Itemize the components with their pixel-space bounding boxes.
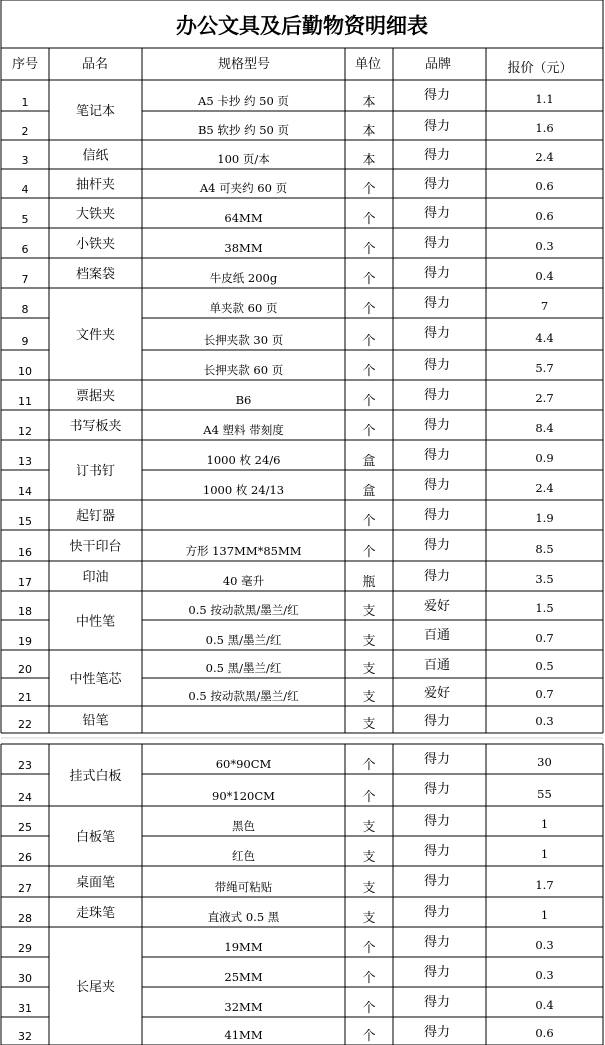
row-number-cell: 28 xyxy=(18,912,32,925)
row-number-cell: 18 xyxy=(18,605,32,618)
price-cell: 8.4 xyxy=(535,421,554,435)
spec-cell: 0.5 按动款黑/墨兰/红 xyxy=(188,689,299,703)
brand-cell: 得力 xyxy=(424,148,451,163)
item-name-cell: 书写板夹 xyxy=(69,419,122,434)
item-name-cell: 中性笔芯 xyxy=(69,672,122,687)
spec-cell: 25MM xyxy=(224,970,263,984)
price-cell: 0.4 xyxy=(535,269,554,283)
brand-cell: 得力 xyxy=(424,266,451,281)
price-cell: 1.6 xyxy=(535,121,554,135)
price-cell: 0.7 xyxy=(535,687,554,701)
price-cell: 3.5 xyxy=(535,572,554,586)
price-cell: 4.4 xyxy=(535,331,554,345)
row-number-cell: 25 xyxy=(18,821,32,834)
brand-cell: 得力 xyxy=(424,782,451,797)
price-cell: 0.7 xyxy=(535,631,554,645)
unit-cell: 个 xyxy=(362,394,376,409)
brand-cell: 得力 xyxy=(424,752,451,767)
item-name-cell: 印油 xyxy=(82,570,109,585)
row-number-cell: 23 xyxy=(18,759,32,772)
item-name-cell: 订书钉 xyxy=(75,464,116,479)
row-number-cell: 10 xyxy=(18,365,32,378)
spec-cell: 32MM xyxy=(224,1000,263,1014)
brand-cell: 得力 xyxy=(424,814,451,829)
item-name-cell: 桌面笔 xyxy=(75,875,116,891)
row-number-cell: 27 xyxy=(18,882,32,895)
item-name-cell: 大铁夹 xyxy=(75,207,116,222)
unit-cell: 个 xyxy=(362,790,376,805)
row-number-cell: 1 xyxy=(21,96,29,109)
price-cell: 0.6 xyxy=(535,209,554,223)
brand-cell: 得力 xyxy=(424,326,451,341)
brand-cell: 得力 xyxy=(424,206,451,221)
unit-cell: 个 xyxy=(362,212,376,227)
unit-cell: 本 xyxy=(362,153,376,168)
item-name-cell: 挂式白板 xyxy=(69,769,122,784)
spec-cell: B5 软抄 约 50 页 xyxy=(197,123,290,137)
row-number-cell: 4 xyxy=(21,183,29,196)
unit-cell: 支 xyxy=(362,634,376,649)
price-cell: 0.3 xyxy=(535,714,554,728)
unit-cell: 盒 xyxy=(362,484,376,499)
price-cell: 1 xyxy=(540,817,549,831)
item-name-cell: 走珠笔 xyxy=(75,906,116,921)
spec-cell: 黑色 xyxy=(232,819,255,833)
row-number-cell: 32 xyxy=(18,1030,32,1043)
unit-cell: 个 xyxy=(362,364,376,379)
unit-cell: 盒 xyxy=(362,454,376,469)
unit-cell: 支 xyxy=(362,604,376,619)
spec-cell: 0.5 黑/墨兰/红 xyxy=(205,633,282,647)
item-name-cell: 信纸 xyxy=(82,148,109,164)
sheet-title: 办公文具及后勤物资明细表 xyxy=(176,13,428,38)
price-cell: 1 xyxy=(540,847,549,861)
row-number-cell: 20 xyxy=(18,663,32,676)
row-number-cell: 15 xyxy=(18,515,32,528)
price-cell: 1.1 xyxy=(535,92,554,106)
price-cell: 7 xyxy=(540,299,549,313)
header-price: 报价（元） xyxy=(507,61,573,76)
row-number-cell: 5 xyxy=(21,213,29,226)
price-cell: 0.4 xyxy=(535,998,554,1012)
brand-cell: 得力 xyxy=(424,448,451,463)
row-number-cell: 14 xyxy=(18,485,32,498)
spec-cell: 64MM xyxy=(224,211,263,225)
brand-cell: 得力 xyxy=(424,508,451,523)
item-name-cell: 笔记本 xyxy=(75,104,116,119)
spec-cell: 60*90CM xyxy=(215,757,272,771)
brand-cell: 得力 xyxy=(424,935,451,950)
unit-cell: 个 xyxy=(362,514,376,529)
item-name-cell: 档案袋 xyxy=(75,267,116,282)
spec-cell: 带绳可粘贴 xyxy=(214,880,273,894)
price-cell: 1.5 xyxy=(535,601,554,615)
unit-cell: 支 xyxy=(362,662,376,677)
item-name-cell: 抽杆夹 xyxy=(75,177,116,193)
spec-cell: 直液式 0.5 黑 xyxy=(207,910,280,924)
price-cell: 5.7 xyxy=(535,361,554,375)
unit-cell: 瓶 xyxy=(362,575,376,590)
spec-cell: B6 xyxy=(235,393,252,407)
spec-cell: 长押夹款 60 页 xyxy=(203,363,284,377)
unit-cell: 支 xyxy=(362,690,376,705)
row-number-cell: 7 xyxy=(21,273,29,286)
row-number-cell: 6 xyxy=(21,243,29,256)
price-cell: 55 xyxy=(537,787,552,801)
item-name-cell: 起钉器 xyxy=(75,509,116,524)
unit-cell: 支 xyxy=(362,881,376,896)
price-cell: 1.9 xyxy=(535,511,554,525)
spec-cell: 方形 137MM*85MM xyxy=(185,544,302,558)
row-number-cell: 22 xyxy=(18,718,32,731)
brand-cell: 得力 xyxy=(424,965,451,980)
brand-cell: 爱好 xyxy=(424,599,451,614)
price-cell: 30 xyxy=(537,755,552,769)
row-number-cell: 11 xyxy=(18,395,32,408)
spec-cell: 红色 xyxy=(232,849,255,863)
header-row xyxy=(12,56,573,76)
brand-cell: 得力 xyxy=(424,236,451,251)
spec-cell: 38MM xyxy=(224,241,263,255)
item-name-cell: 铅笔 xyxy=(82,713,109,729)
price-cell: 2.7 xyxy=(535,391,554,405)
row-number-cell: 3 xyxy=(21,154,29,167)
unit-cell: 个 xyxy=(362,424,376,439)
price-cell: 2.4 xyxy=(535,150,554,164)
header-spec: 规格型号 xyxy=(217,57,271,72)
unit-cell: 个 xyxy=(362,1001,376,1016)
spec-cell: 长押夹款 30 页 xyxy=(203,333,284,347)
item-name-cell: 文件夹 xyxy=(75,328,116,343)
brand-cell: 得力 xyxy=(424,905,451,920)
brand-cell: 得力 xyxy=(424,119,451,134)
row-number-cell: 12 xyxy=(18,425,32,438)
spec-cell: 1000 枚 24/6 xyxy=(206,453,281,467)
price-cell: 0.6 xyxy=(535,179,554,193)
unit-cell: 个 xyxy=(362,1029,376,1044)
item-name-cell: 中性笔 xyxy=(75,614,116,630)
brand-cell: 得力 xyxy=(424,88,451,103)
item-name-cell: 小铁夹 xyxy=(75,237,116,252)
header-no: 序号 xyxy=(11,57,39,72)
row-number-cell: 29 xyxy=(18,942,32,955)
item-name-cell: 长尾夹 xyxy=(75,980,116,995)
spec-cell: A5 卡抄 约 50 页 xyxy=(198,94,289,108)
row-number-cell: 26 xyxy=(18,851,32,864)
brand-cell: 得力 xyxy=(424,538,451,553)
brand-cell: 得力 xyxy=(424,296,451,311)
row-number-cell: 17 xyxy=(18,576,32,589)
item-name-cell: 票据夹 xyxy=(75,389,116,404)
row-number-cell: 31 xyxy=(18,1002,32,1015)
row-number-cell: 21 xyxy=(18,691,32,704)
brand-cell: 百通 xyxy=(424,628,451,643)
spec-cell: 100 页/本 xyxy=(217,152,270,166)
unit-cell: 支 xyxy=(362,717,376,732)
spec-cell: 0.5 黑/墨兰/红 xyxy=(205,661,282,675)
spec-cell: 单夹款 60 页 xyxy=(209,301,278,315)
brand-cell: 得力 xyxy=(424,995,451,1010)
price-cell: 0.3 xyxy=(535,938,554,952)
brand-cell: 得力 xyxy=(424,874,451,889)
unit-cell: 个 xyxy=(362,302,376,317)
row-number-cell: 13 xyxy=(18,455,32,468)
brand-cell: 得力 xyxy=(424,478,451,493)
brand-cell: 爱好 xyxy=(424,686,451,701)
spec-cell: 牛皮纸 200g xyxy=(209,271,278,285)
unit-cell: 个 xyxy=(362,971,376,986)
brand-cell: 得力 xyxy=(424,418,451,433)
unit-cell: 个 xyxy=(362,242,376,257)
unit-cell: 本 xyxy=(362,124,376,139)
brand-cell: 得力 xyxy=(424,388,451,403)
row-number-cell: 9 xyxy=(21,335,29,348)
spec-cell: 41MM xyxy=(224,1028,263,1042)
spec-cell: A4 塑料 带刻度 xyxy=(203,423,284,437)
spec-cell: 90*120CM xyxy=(212,789,275,803)
price-cell: 0.3 xyxy=(535,239,554,253)
spec-cell: A4 可夹约 60 页 xyxy=(199,181,288,195)
spec-cell: 19MM xyxy=(224,940,263,954)
brand-cell: 得力 xyxy=(424,358,451,373)
price-cell: 1 xyxy=(540,908,549,922)
row-number-cell: 16 xyxy=(18,546,32,559)
price-cell: 8.5 xyxy=(535,542,554,556)
spec-cell: 40 毫升 xyxy=(222,574,265,588)
item-name-cell: 白板笔 xyxy=(75,830,116,845)
unit-cell: 本 xyxy=(362,95,376,110)
unit-cell: 支 xyxy=(362,820,376,835)
unit-cell: 个 xyxy=(362,182,376,197)
unit-cell: 个 xyxy=(362,758,376,773)
brand-cell: 得力 xyxy=(424,1025,451,1040)
spec-cell: 1000 枚 24/13 xyxy=(202,483,285,497)
unit-cell: 个 xyxy=(362,334,376,349)
row-number-cell: 8 xyxy=(21,303,29,316)
price-cell: 0.6 xyxy=(535,1026,554,1040)
price-cell: 0.5 xyxy=(535,659,554,673)
brand-cell: 得力 xyxy=(424,177,451,192)
row-number-cell: 2 xyxy=(21,125,29,138)
header-unit: 单位 xyxy=(354,57,382,72)
unit-cell: 支 xyxy=(362,911,376,926)
unit-cell: 个 xyxy=(362,941,376,956)
unit-cell: 个 xyxy=(362,272,376,287)
price-cell: 0.3 xyxy=(535,968,554,982)
item-name-cell: 快干印台 xyxy=(69,539,122,555)
table-body xyxy=(18,87,554,1044)
price-cell: 1.7 xyxy=(535,878,554,892)
row-number-cell: 24 xyxy=(18,791,32,804)
brand-cell: 得力 xyxy=(424,714,451,729)
unit-cell: 个 xyxy=(362,545,376,560)
brand-cell: 得力 xyxy=(424,569,451,584)
row-number-cell: 19 xyxy=(18,635,32,648)
spec-cell: 0.5 按动款黑/墨兰/红 xyxy=(188,603,299,617)
price-cell: 2.4 xyxy=(535,481,554,495)
unit-cell: 支 xyxy=(362,850,376,865)
brand-cell: 百通 xyxy=(424,658,451,673)
header-brand: 品牌 xyxy=(424,57,452,72)
brand-cell: 得力 xyxy=(424,844,451,859)
price-cell: 0.9 xyxy=(535,451,554,465)
row-number-cell: 30 xyxy=(18,972,32,985)
header-name: 品名 xyxy=(81,57,109,72)
